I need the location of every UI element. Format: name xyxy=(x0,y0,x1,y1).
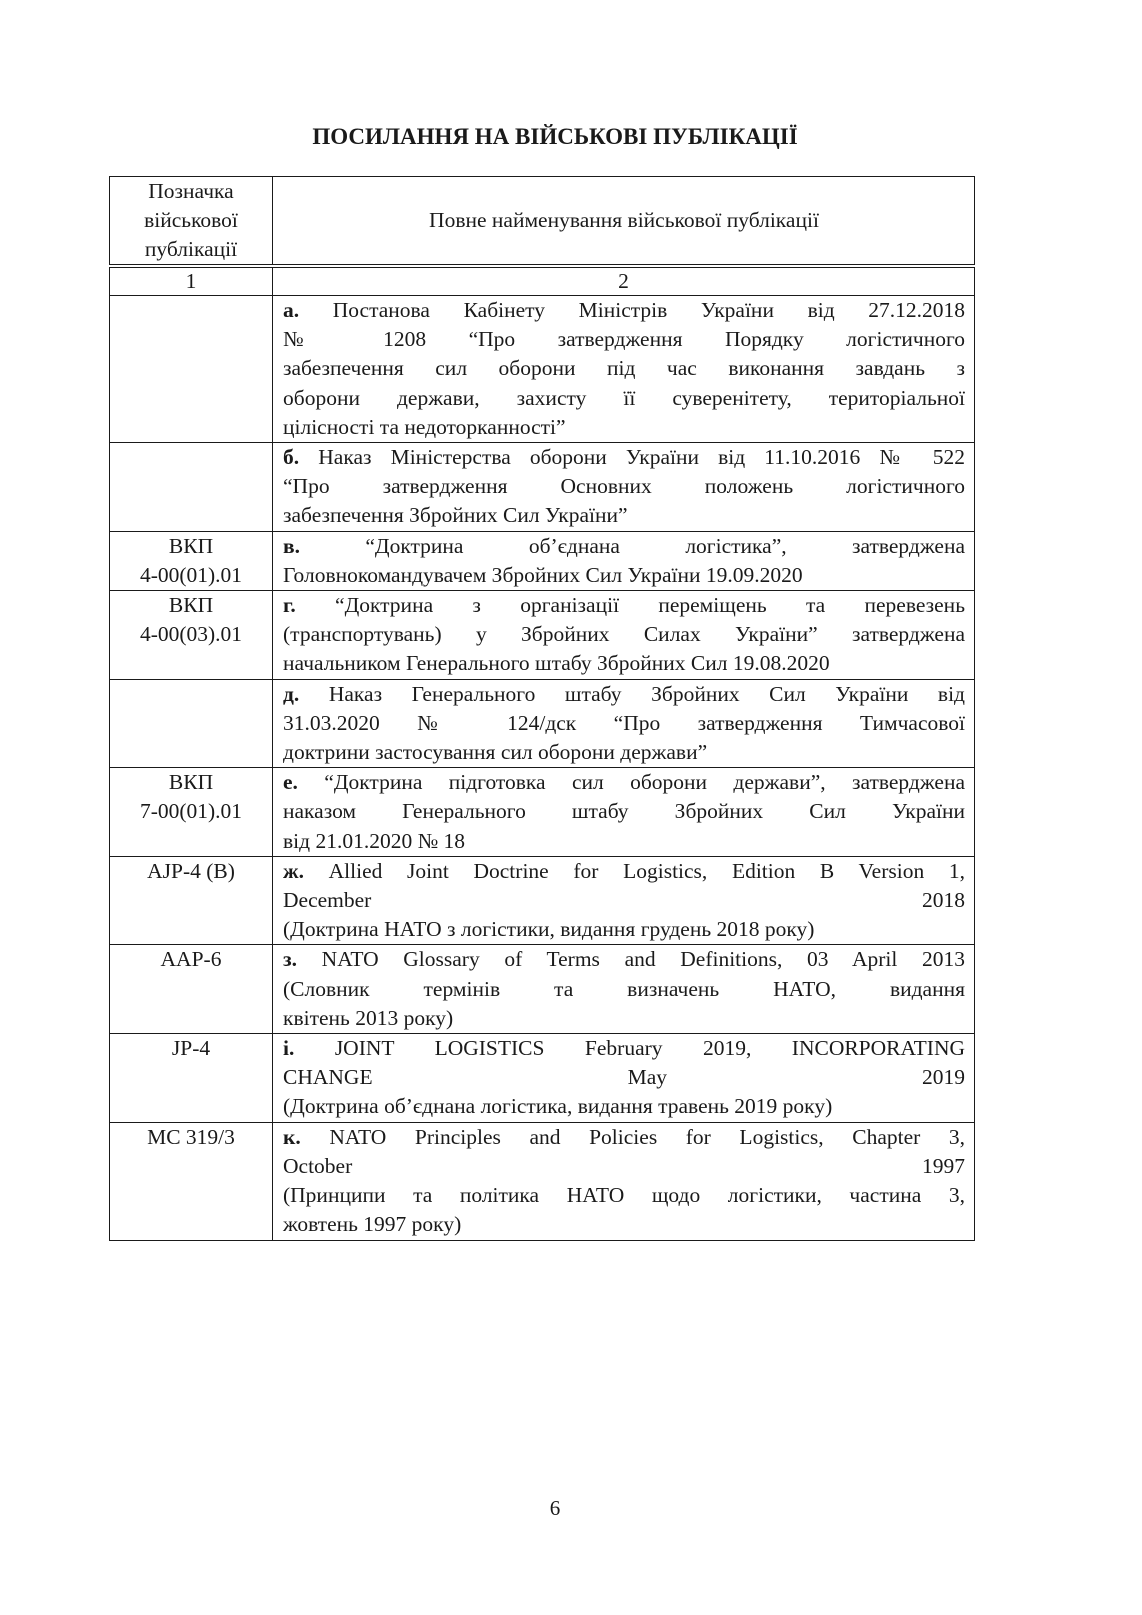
publication-code: AAP-6 xyxy=(160,947,222,972)
publication-title-line xyxy=(283,857,965,886)
publication-title-line xyxy=(283,649,965,678)
line-text: (Доктрина НАТО з логістики, видання грудень 2018 року) xyxy=(283,917,815,942)
publication-title-line xyxy=(283,296,965,325)
line-text: (Словник термінів та визначень НАТО, видання xyxy=(283,976,965,1001)
publication-code: MC 319/3 xyxy=(147,1124,235,1149)
publication-code: ВКП xyxy=(168,593,214,618)
line-text: Allied Joint Doctrine for Logistics, Edition B Version 1, xyxy=(328,858,965,883)
line-text: Наказ Генерального штабу Збройних Сил України від xyxy=(328,681,965,706)
publication-code-cell xyxy=(110,768,273,857)
publication-code-cell xyxy=(110,945,273,1034)
publication-title-line xyxy=(283,620,965,649)
publication-title-cell xyxy=(273,856,975,945)
publication-code: JP-4 xyxy=(171,1036,211,1061)
table-row xyxy=(110,296,975,443)
line-text: Постанова Кабінету Міністрів України від 27.12.2018 xyxy=(332,298,965,322)
publication-title-line xyxy=(283,738,965,767)
publication-title-line xyxy=(283,561,965,590)
publication-title-line xyxy=(283,1181,965,1210)
header-code-line: військової xyxy=(144,208,238,232)
item-letter: г. xyxy=(283,593,296,618)
publication-title-line xyxy=(283,354,965,383)
line-text: наказом Генерального штабу Збройних Сил України xyxy=(283,799,965,824)
line-text: October 1997 xyxy=(283,1153,965,1178)
publication-title-line xyxy=(283,443,965,472)
publication-title-cell xyxy=(273,591,975,680)
line-text: (Принципи та політика НАТО щодо логістики, частина 3, xyxy=(283,1183,965,1208)
line-text: “Доктрина з організації переміщень та перевезень xyxy=(335,593,965,618)
publication-title-line xyxy=(283,1034,965,1063)
header-code-line: Позначка xyxy=(148,179,234,203)
publication-code: 4-00(03).01 xyxy=(139,622,243,647)
item-letter: з. xyxy=(283,947,298,972)
publication-title-line xyxy=(283,413,965,442)
publication-code-cell xyxy=(110,856,273,945)
publication-title-cell xyxy=(273,443,975,532)
line-text: (Доктрина об’єднана логістика, видання травень 2019 року) xyxy=(283,1094,833,1119)
item-letter: е. xyxy=(283,770,298,795)
publication-code-cell xyxy=(110,531,273,590)
publication-title-line xyxy=(283,915,965,944)
line-text: “Про затвердження Основних положень логістичного xyxy=(283,474,965,499)
publications-table xyxy=(109,176,975,1241)
line-text: цілісності та недоторканності” xyxy=(283,414,566,439)
publication-code: ВКП xyxy=(168,533,214,558)
publication-code-cell xyxy=(110,1122,273,1240)
table-row xyxy=(110,856,975,945)
column-numbers-row xyxy=(110,266,975,296)
header-title-column: Повне найменування військової публікації xyxy=(273,177,975,267)
publication-title-line xyxy=(283,472,965,501)
line-text: оборони держави, захисту її суверенітету, територіальної xyxy=(283,385,965,410)
publication-code-cell xyxy=(110,296,273,443)
line-text: від 21.01.2020 № 18 xyxy=(283,828,465,853)
line-text: Головнокомандувачем Збройних Сил України 19.09.2020 xyxy=(283,562,803,587)
publication-title-line xyxy=(283,768,965,797)
page-number: 6 xyxy=(549,1496,561,1520)
publication-title-line xyxy=(283,532,965,561)
line-text: “Доктрина об’єднана логістика”, затверджена xyxy=(365,533,965,558)
item-letter: к. xyxy=(283,1124,301,1149)
line-text: NATO Principles and Policies for Logistics, Chapter 3, xyxy=(329,1124,965,1149)
publication-code: AJP-4 (B) xyxy=(147,858,235,883)
line-text: CHANGE May 2019 xyxy=(283,1065,965,1090)
item-letter: а. xyxy=(283,298,300,322)
table-row xyxy=(110,1122,975,1240)
column-number: 2 xyxy=(273,266,975,296)
item-letter: д. xyxy=(283,681,300,706)
publication-code-cell xyxy=(110,1034,273,1123)
publication-title-line xyxy=(283,797,965,826)
publication-title-line xyxy=(283,680,965,709)
table-row xyxy=(110,443,975,532)
publication-code: 4-00(01).01 xyxy=(139,562,243,587)
header-code-line: публікації xyxy=(144,237,238,261)
line-text: № 1208 “Про затвердження Порядку логістичного xyxy=(283,327,965,352)
publication-title-line xyxy=(283,1123,965,1152)
publication-title-cell xyxy=(273,1034,975,1123)
item-letter: б. xyxy=(283,445,300,470)
publication-code-cell xyxy=(110,679,273,768)
publication-title-line xyxy=(283,1063,965,1092)
line-text: жовтень 1997 року) xyxy=(283,1212,462,1237)
publication-title-cell xyxy=(273,945,975,1034)
publication-code: ВКП xyxy=(168,770,214,795)
publication-title-cell xyxy=(273,531,975,590)
line-text: забезпечення Збройних Сил України” xyxy=(283,503,628,528)
table-row xyxy=(110,591,975,680)
publication-title-line xyxy=(283,1210,965,1239)
publication-title-line xyxy=(283,591,965,620)
line-text: December 2018 xyxy=(283,888,965,913)
publication-title-line xyxy=(283,945,965,974)
publication-title-line xyxy=(283,501,965,530)
page-title: ПОСИЛАННЯ НА ВІЙСЬКОВІ ПУБЛІКАЦІЇ xyxy=(312,124,798,149)
publication-title-line xyxy=(283,1004,965,1033)
item-letter: ж. xyxy=(283,858,304,883)
publication-title-line xyxy=(283,1152,965,1181)
table-row xyxy=(110,531,975,590)
publication-title-line xyxy=(283,886,965,915)
line-text: доктрини застосування сил оборони держави” xyxy=(283,740,708,765)
publication-code: 7-00(01).01 xyxy=(139,799,243,824)
publication-code-cell xyxy=(110,443,273,532)
table-row xyxy=(110,1034,975,1123)
line-text: NATO Glossary of Terms and Definitions, 03 April 2013 xyxy=(321,947,966,972)
publication-title-line xyxy=(283,975,965,1004)
line-text: забезпечення сил оборони під час виконання завдань з xyxy=(283,356,965,381)
publication-title-line xyxy=(283,709,965,738)
line-text: начальником Генерального штабу Збройних Сил 19.08.2020 xyxy=(283,651,830,676)
table-row xyxy=(110,768,975,857)
publication-title-line xyxy=(283,384,965,413)
publication-title-line xyxy=(283,827,965,856)
line-text: JOINT LOGISTICS February 2019, INCORPORATING xyxy=(334,1036,965,1061)
line-text: (транспортувань) у Збройних Силах України” затверджена xyxy=(283,622,965,647)
line-text: 31.03.2020 № 124/дск “Про затвердження Тимчасової xyxy=(283,710,965,735)
header-code-column xyxy=(110,177,273,267)
publication-title-cell xyxy=(273,679,975,768)
line-text: “Доктрина підготовка сил оборони держави”, затверджена xyxy=(324,770,966,795)
publication-title-cell xyxy=(273,1122,975,1240)
table-row xyxy=(110,945,975,1034)
item-letter: і. xyxy=(283,1036,295,1061)
publication-title-line xyxy=(283,1092,965,1121)
line-text: Наказ Міністерства оборони України від 11.10.2016 № 522 xyxy=(318,445,965,470)
table-header-row xyxy=(110,177,975,267)
table-row xyxy=(110,679,975,768)
column-number: 1 xyxy=(110,266,273,296)
line-text: квітень 2013 року) xyxy=(283,1005,454,1030)
publication-title-line xyxy=(283,325,965,354)
publication-title-cell xyxy=(273,768,975,857)
publication-title-cell xyxy=(273,296,975,443)
item-letter: в. xyxy=(283,533,300,558)
publication-code-cell xyxy=(110,591,273,680)
